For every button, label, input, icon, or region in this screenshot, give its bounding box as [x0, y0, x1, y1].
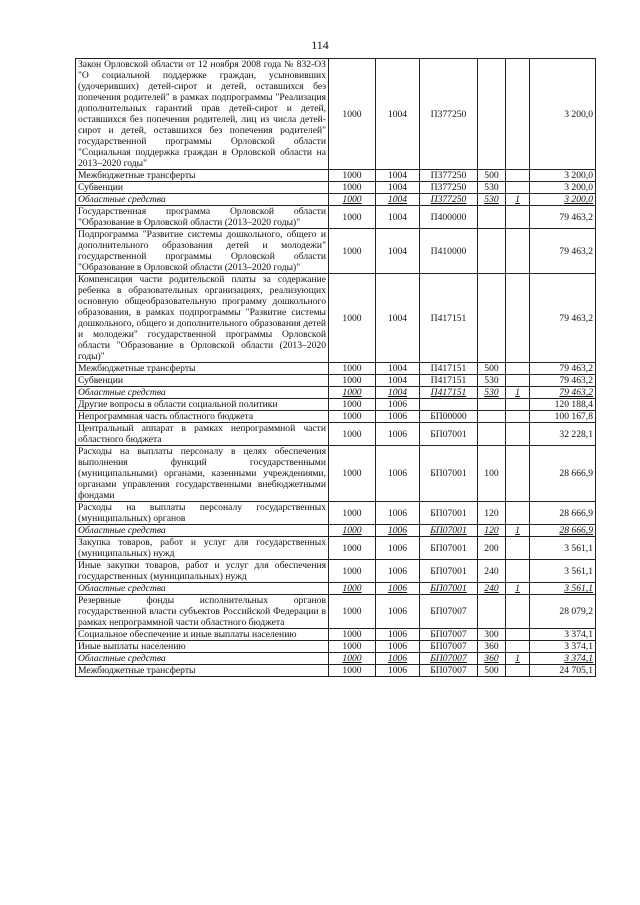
target-article-cell: БП07007 — [420, 595, 478, 629]
row-name-cell: Непрограммная часть областного бюджета — [76, 411, 329, 423]
section-code-cell: 1000 — [329, 399, 376, 411]
row-name-cell: Субвенции — [76, 375, 329, 387]
funding-source-cell — [506, 229, 530, 274]
section-code-cell: 1000 — [329, 411, 376, 423]
table-row — [76, 446, 596, 502]
amount-cell: 79 463,2 — [530, 274, 596, 363]
target-article-cell: БП07007 — [420, 653, 478, 665]
subsection-code-cell: 1004 — [376, 274, 420, 363]
section-code-cell: 1000 — [329, 583, 376, 595]
subsection-code-cell: 1006 — [376, 446, 420, 502]
row-name-cell: Подпрограмма "Развитие системы дошкольного, общего и дополнительного образования детей и молодежи" государственной программы Орловской области "Образование в Орловской области (2013–2020 годы)" — [76, 229, 329, 274]
amount-cell: 100 167,8 — [530, 411, 596, 423]
subsection-code-cell: 1006 — [376, 583, 420, 595]
amount-cell: 79 463,2 — [530, 375, 596, 387]
amount-cell: 79 463,2 — [530, 363, 596, 375]
funding-source-cell — [506, 446, 530, 502]
subsection-code-cell: 1006 — [376, 560, 420, 583]
target-article-cell: БП07001 — [420, 537, 478, 560]
section-code-cell: 1000 — [329, 375, 376, 387]
amount-cell: 28 666,9 — [530, 525, 596, 537]
funding-source-cell — [506, 411, 530, 423]
row-name-cell: Областные средства — [76, 525, 329, 537]
amount-cell: 79 463,2 — [530, 206, 596, 229]
row-name-cell: Расходы на выплаты персоналу государственных (муниципальных) органов — [76, 502, 329, 525]
subsection-code-cell: 1004 — [376, 387, 420, 399]
amount-cell: 3 374,1 — [530, 641, 596, 653]
subsection-code-cell: 1006 — [376, 399, 420, 411]
table-row — [76, 206, 596, 229]
target-article-cell: П377250 — [420, 182, 478, 194]
amount-cell: 3 200,0 — [530, 59, 596, 170]
expense-type-cell — [478, 59, 506, 170]
table-row — [76, 665, 596, 677]
expense-type-cell: 530 — [478, 375, 506, 387]
table-row — [76, 399, 596, 411]
row-name-cell: Межбюджетные трансферты — [76, 665, 329, 677]
funding-source-cell — [506, 502, 530, 525]
section-code-cell: 1000 — [329, 502, 376, 525]
page-number: 114 — [311, 38, 329, 52]
target-article-cell: П410000 — [420, 229, 478, 274]
section-code-cell: 1000 — [329, 363, 376, 375]
target-article-cell: БП07001 — [420, 525, 478, 537]
section-code-cell: 1000 — [329, 537, 376, 560]
expense-type-cell: 100 — [478, 446, 506, 502]
table-row — [76, 560, 596, 583]
table-row — [76, 423, 596, 446]
subsection-code-cell: 1004 — [376, 170, 420, 182]
funding-source-cell — [506, 537, 530, 560]
expense-type-cell: 240 — [478, 560, 506, 583]
subsection-code-cell: 1006 — [376, 595, 420, 629]
funding-source-cell: 1 — [506, 525, 530, 537]
row-name-cell: Субвенции — [76, 182, 329, 194]
section-code-cell: 1000 — [329, 206, 376, 229]
table-row — [76, 194, 596, 206]
row-name-cell: Областные средства — [76, 653, 329, 665]
subsection-code-cell: 1006 — [376, 665, 420, 677]
section-code-cell: 1000 — [329, 446, 376, 502]
funding-source-cell — [506, 170, 530, 182]
table-row — [76, 387, 596, 399]
section-code-cell: 1000 — [329, 387, 376, 399]
table-row — [76, 274, 596, 363]
target-article-cell: П417151 — [420, 387, 478, 399]
expense-type-cell — [478, 274, 506, 363]
target-article-cell: П417151 — [420, 363, 478, 375]
expense-type-cell: 530 — [478, 194, 506, 206]
table-row — [76, 59, 596, 170]
target-article-cell — [420, 399, 478, 411]
subsection-code-cell: 1004 — [376, 375, 420, 387]
target-article-cell: П417151 — [420, 375, 478, 387]
funding-source-cell — [506, 182, 530, 194]
section-code-cell: 1000 — [329, 641, 376, 653]
amount-cell: 28 666,9 — [530, 446, 596, 502]
subsection-code-cell: 1006 — [376, 641, 420, 653]
section-code-cell: 1000 — [329, 423, 376, 446]
target-article-cell: П377250 — [420, 194, 478, 206]
expense-type-cell — [478, 595, 506, 629]
row-name-cell: Социальное обеспечение и иные выплаты населению — [76, 629, 329, 641]
amount-cell: 3 374,1 — [530, 629, 596, 641]
budget-table — [75, 58, 596, 677]
amount-cell: 3 200,0 — [530, 170, 596, 182]
funding-source-cell — [506, 206, 530, 229]
expense-type-cell: 360 — [478, 641, 506, 653]
table-row — [76, 182, 596, 194]
target-article-cell: П417151 — [420, 274, 478, 363]
section-code-cell: 1000 — [329, 665, 376, 677]
funding-source-cell — [506, 363, 530, 375]
subsection-code-cell: 1004 — [376, 194, 420, 206]
funding-source-cell: 1 — [506, 194, 530, 206]
target-article-cell: БП07001 — [420, 446, 478, 502]
expense-type-cell: 530 — [478, 387, 506, 399]
subsection-code-cell: 1006 — [376, 537, 420, 560]
funding-source-cell — [506, 375, 530, 387]
funding-source-cell — [506, 560, 530, 583]
section-code-cell: 1000 — [329, 59, 376, 170]
section-code-cell: 1000 — [329, 194, 376, 206]
row-name-cell: Закон Орловской области от 12 ноября 2008 года № 832-ОЗ "О социальной поддержке граждан, усыновивших (удочеривших) детей-сирот и детей, оставшихся без попечения родителей" в рамках подпрограммы "Реализация дополнительных гарантий прав детей-сирот и детей, оставшихся без попечения родителей, лиц из числа детей-сирот и детей, оставшихся без попечения родителей" государственной программы Орловской области "Социальная поддержка граждан в Орловской области на 2013–2020 годы" — [76, 59, 329, 170]
target-article-cell: П400000 — [420, 206, 478, 229]
expense-type-cell: 360 — [478, 653, 506, 665]
section-code-cell: 1000 — [329, 274, 376, 363]
expense-type-cell — [478, 399, 506, 411]
table-body — [76, 59, 596, 677]
table-row — [76, 653, 596, 665]
amount-cell: 3 561,1 — [530, 537, 596, 560]
funding-source-cell — [506, 423, 530, 446]
target-article-cell: БП07007 — [420, 641, 478, 653]
expense-type-cell — [478, 423, 506, 446]
row-name-cell: Областные средства — [76, 387, 329, 399]
funding-source-cell — [506, 274, 530, 363]
table-row — [76, 525, 596, 537]
expense-type-cell — [478, 206, 506, 229]
table-row — [76, 583, 596, 595]
target-article-cell: БП07007 — [420, 629, 478, 641]
section-code-cell: 1000 — [329, 170, 376, 182]
table-row — [76, 375, 596, 387]
subsection-code-cell: 1006 — [376, 423, 420, 446]
target-article-cell: БП07001 — [420, 560, 478, 583]
amount-cell: 32 228,1 — [530, 423, 596, 446]
amount-cell: 3 561,1 — [530, 583, 596, 595]
amount-cell: 79 463,2 — [530, 387, 596, 399]
expense-type-cell: 530 — [478, 182, 506, 194]
row-name-cell: Межбюджетные трансферты — [76, 170, 329, 182]
funding-source-cell — [506, 665, 530, 677]
section-code-cell: 1000 — [329, 182, 376, 194]
subsection-code-cell: 1004 — [376, 59, 420, 170]
subsection-code-cell: 1006 — [376, 629, 420, 641]
funding-source-cell: 1 — [506, 653, 530, 665]
section-code-cell: 1000 — [329, 525, 376, 537]
table-row — [76, 595, 596, 629]
table-row — [76, 641, 596, 653]
table-row — [76, 229, 596, 274]
subsection-code-cell: 1006 — [376, 411, 420, 423]
expense-type-cell — [478, 229, 506, 274]
row-name-cell: Областные средства — [76, 583, 329, 595]
target-article-cell: БП07001 — [420, 502, 478, 525]
funding-source-cell: 1 — [506, 387, 530, 399]
amount-cell: 3 200,0 — [530, 182, 596, 194]
funding-source-cell: 1 — [506, 583, 530, 595]
section-code-cell: 1000 — [329, 560, 376, 583]
section-code-cell: 1000 — [329, 229, 376, 274]
amount-cell: 3 561,1 — [530, 560, 596, 583]
section-code-cell: 1000 — [329, 629, 376, 641]
funding-source-cell — [506, 399, 530, 411]
row-name-cell: Иные выплаты населению — [76, 641, 329, 653]
amount-cell: 120 188,4 — [530, 399, 596, 411]
table-row — [76, 363, 596, 375]
target-article-cell: П377250 — [420, 59, 478, 170]
amount-cell: 28 079,2 — [530, 595, 596, 629]
target-article-cell: БП00000 — [420, 411, 478, 423]
funding-source-cell — [506, 629, 530, 641]
target-article-cell: БП07001 — [420, 583, 478, 595]
row-name-cell: Резервные фонды исполнительных органов государственной власти субъектов Российской Федерации в рамках непрограммной части областного бюджета — [76, 595, 329, 629]
row-name-cell: Межбюджетные трансферты — [76, 363, 329, 375]
row-name-cell: Государственная программа Орловской области "Образование в Орловской области (2013–2020 годы)" — [76, 206, 329, 229]
expense-type-cell: 240 — [478, 583, 506, 595]
section-code-cell: 1000 — [329, 653, 376, 665]
funding-source-cell — [506, 595, 530, 629]
row-name-cell: Иные закупки товаров, работ и услуг для обеспечения государственных (муниципальных) нужд — [76, 560, 329, 583]
expense-type-cell: 300 — [478, 629, 506, 641]
table-row — [76, 411, 596, 423]
row-name-cell: Закупка товаров, работ и услуг для государственных (муниципальных) нужд — [76, 537, 329, 560]
target-article-cell: П377250 — [420, 170, 478, 182]
subsection-code-cell: 1004 — [376, 182, 420, 194]
expense-type-cell: 500 — [478, 170, 506, 182]
expense-type-cell: 120 — [478, 502, 506, 525]
amount-cell: 24 705,1 — [530, 665, 596, 677]
table-row — [76, 537, 596, 560]
expense-type-cell: 200 — [478, 537, 506, 560]
row-name-cell: Другие вопросы в области социальной политики — [76, 399, 329, 411]
expense-type-cell: 120 — [478, 525, 506, 537]
subsection-code-cell: 1006 — [376, 502, 420, 525]
amount-cell: 28 666,9 — [530, 502, 596, 525]
amount-cell: 79 463,2 — [530, 229, 596, 274]
target-article-cell: БП07001 — [420, 423, 478, 446]
section-code-cell: 1000 — [329, 595, 376, 629]
subsection-code-cell: 1006 — [376, 525, 420, 537]
subsection-code-cell: 1006 — [376, 653, 420, 665]
table-row — [76, 629, 596, 641]
expense-type-cell — [478, 411, 506, 423]
row-name-cell: Областные средства — [76, 194, 329, 206]
table-row — [76, 502, 596, 525]
target-article-cell: БП07007 — [420, 665, 478, 677]
row-name-cell: Расходы на выплаты персоналу в целях обеспечения выполнения функций государственными (муниципальными) органами, казенными учреждениями, органами управления государственными внебюджетными фондами — [76, 446, 329, 502]
subsection-code-cell: 1004 — [376, 206, 420, 229]
subsection-code-cell: 1004 — [376, 363, 420, 375]
funding-source-cell — [506, 641, 530, 653]
expense-type-cell: 500 — [478, 363, 506, 375]
row-name-cell: Центральный аппарат в рамках непрограммной части областного бюджета — [76, 423, 329, 446]
row-name-cell: Компенсация части родительской платы за содержание ребенка в образовательных организациях, реализующих основную общеобразовательную программу дошкольного образования, в рамках подпрограммы "Развитие системы дошкольного, общего и дополнительного образования детей и молодежи" государственной программы Орловской области "Образование в Орловской области (2013–2020 годы)" — [76, 274, 329, 363]
funding-source-cell — [506, 59, 530, 170]
amount-cell: 3 374,1 — [530, 653, 596, 665]
expense-type-cell: 500 — [478, 665, 506, 677]
subsection-code-cell: 1004 — [376, 229, 420, 274]
amount-cell: 3 200,0 — [530, 194, 596, 206]
table-row — [76, 170, 596, 182]
